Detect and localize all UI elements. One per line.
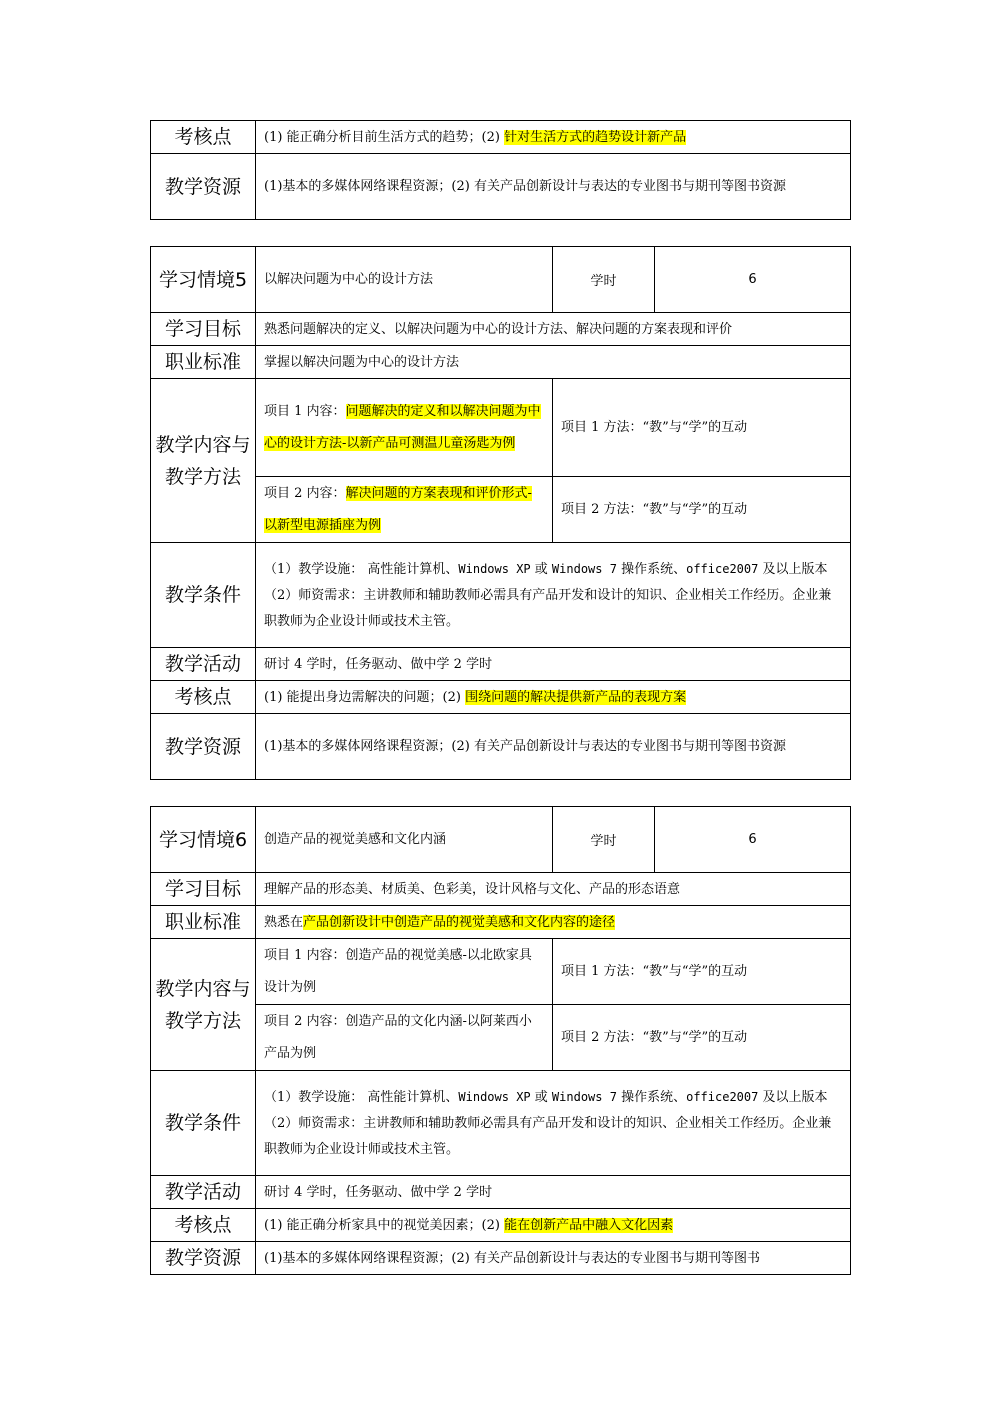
qingjing-title: 创造产品的视觉美感和文化内涵 [256, 807, 553, 873]
xueshi-value: 6 [655, 247, 851, 313]
kaohe-value: (1) 能正确分析目前生活方式的趋势；(2) 针对生活方式的趋势设计新产品 [256, 121, 851, 154]
project-1-method: 项目 1 方法：“教”与“学”的互动 [553, 939, 851, 1005]
project-2-method: 项目 2 方法：“教”与“学”的互动 [553, 477, 851, 543]
ziyuan-value: (1)基本的多媒体网络课程资源；(2) 有关产品创新设计与表达的专业图书与期刊等图书资源 [256, 154, 851, 220]
ziyuan-label: 教学资源 [151, 1242, 256, 1275]
qingjing-label: 学习情境6 [151, 807, 256, 873]
qingjing-title: 以解决问题为中心的设计方法 [256, 247, 553, 313]
biaozhun-value: 熟悉在产品创新设计中创造产品的视觉美感和文化内容的途径 [256, 906, 851, 939]
tiaojian-value: （1）教学设施： 高性能计算机、Windows XP 或 Windows 7 操作系统、office2007 及以上版本 （2）师资需求：主讲教师和辅助教师必需具有产品开发和设计的知识、企业相关工作经历。企业兼职教师为企业设计师或技术主管。 [256, 543, 851, 648]
project-2-content: 项目 2 内容：解决问题的方案表现和评价形式-以新型电源插座为例 [256, 477, 553, 543]
mubiao-value: 理解产品的形态美、材质美、色彩美，设计风格与文化、产品的形态语意 [256, 873, 851, 906]
kaohe-value: (1) 能正确分析家具中的视觉美因素；(2) 能在创新产品中融入文化因素 [256, 1209, 851, 1242]
project-1-method: 项目 1 方法：“教”与“学”的互动 [553, 379, 851, 477]
project-1-content: 项目 1 内容：创造产品的视觉美感-以北欧家具设计为例 [256, 939, 553, 1005]
biaozhun-label: 职业标准 [151, 346, 256, 379]
ziyuan-label: 教学资源 [151, 714, 256, 780]
ziyuan-value: (1)基本的多媒体网络课程资源；(2) 有关产品创新设计与表达的专业图书与期刊等图书资源 [256, 714, 851, 780]
huodong-label: 教学活动 [151, 1176, 256, 1209]
biaozhun-value: 掌握以解决问题为中心的设计方法 [256, 346, 851, 379]
kaohe-value: (1) 能提出身边需解决的问题；(2) 围绕问题的解决提供新产品的表现方案 [256, 681, 851, 714]
mubiao-label: 学习目标 [151, 873, 256, 906]
xueshi-label: 学时 [553, 807, 655, 873]
tiaojian-label: 教学条件 [151, 1071, 256, 1176]
neirong-label: 教学内容与教学方法 [151, 939, 256, 1071]
mubiao-value: 熟悉问题解决的定义、以解决问题为中心的设计方法、解决问题的方案表现和评价 [256, 313, 851, 346]
tiaojian-label: 教学条件 [151, 543, 256, 648]
kaohe-label: 考核点 [151, 681, 256, 714]
xueshi-value: 6 [655, 807, 851, 873]
kaohe-label: 考核点 [151, 1209, 256, 1242]
table-block-6 [150, 806, 851, 1275]
huodong-label: 教学活动 [151, 648, 256, 681]
neirong-label: 教学内容与教学方法 [151, 379, 256, 543]
tiaojian-value: （1）教学设施： 高性能计算机、Windows XP 或 Windows 7 操作系统、office2007 及以上版本 （2）师资需求：主讲教师和辅助教师必需具有产品开发和设计的知识、企业相关工作经历。企业兼职教师为企业设计师或技术主管。 [256, 1071, 851, 1176]
project-2-method: 项目 2 方法：“教”与“学”的互动 [553, 1005, 851, 1071]
project-1-content: 项目 1 内容：问题解决的定义和以解决问题为中心的设计方法-以新产品可测温儿童汤匙为例 [256, 379, 553, 477]
ziyuan-value: (1)基本的多媒体网络课程资源；(2) 有关产品创新设计与表达的专业图书与期刊等图书 [256, 1242, 851, 1275]
table-block-4-tail [150, 120, 851, 220]
huodong-value: 研讨 4 学时，任务驱动、做中学 2 学时 [256, 648, 851, 681]
kaohe-label: 考核点 [151, 121, 256, 154]
ziyuan-label: 教学资源 [151, 154, 256, 220]
table-block-5 [150, 246, 851, 780]
mubiao-label: 学习目标 [151, 313, 256, 346]
huodong-value: 研讨 4 学时，任务驱动、做中学 2 学时 [256, 1176, 851, 1209]
xueshi-label: 学时 [553, 247, 655, 313]
project-2-content: 项目 2 内容：创造产品的文化内涵-以阿莱西小产品为例 [256, 1005, 553, 1071]
qingjing-label: 学习情境5 [151, 247, 256, 313]
biaozhun-label: 职业标准 [151, 906, 256, 939]
